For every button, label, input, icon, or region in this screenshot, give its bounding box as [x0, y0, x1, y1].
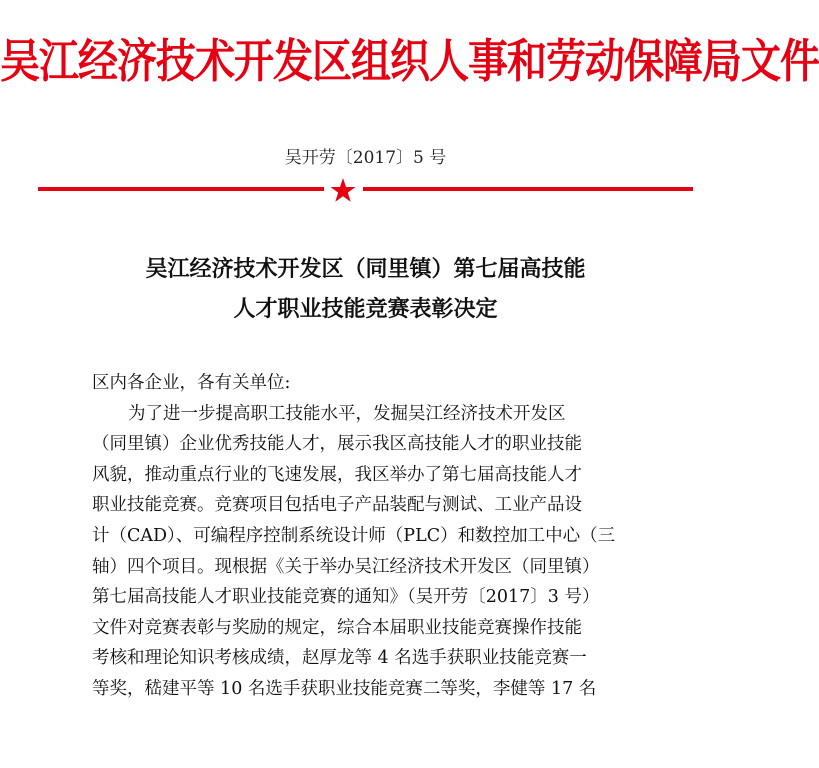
body-line: 第七届高技能人才职业技能竞赛的通知》（吴开劳〔2017〕3 号） [92, 587, 600, 608]
body-line: 等奖，嵇建平等 10 名选手获职业技能竞赛二等奖，李健等 17 名 [92, 678, 597, 699]
issuer-header-title: 吴江经济技术开发区组织人事和劳动保障局文件 [0, 34, 819, 89]
salutation: 区内各企业，各有关单位: [92, 373, 291, 393]
red-divider-left [38, 187, 324, 191]
document-title [0, 250, 731, 330]
body-line: 风貌，推动重点行业的飞速发展，我区举办了第七届高技能人才 [92, 464, 582, 485]
body-line: 职业技能竞赛。竞赛项目包括电子产品装配与测试、工业产品设 [92, 495, 582, 516]
body-line: 轴）四个项目。现根据《关于举办吴江经济技术开发区（同里镇） [92, 556, 600, 577]
body-line: 计（CAD）、可编程序控制系统设计师（PLC）和数控加工中心（三 [92, 525, 616, 546]
document-body [92, 368, 637, 705]
body-line: 为了进一步提高职工技能水平，发掘吴江经济技术开发区 [128, 403, 566, 424]
title-line: 人才职业技能竞赛表彰决定 [233, 297, 498, 322]
body-line: （同里镇）企业优秀技能人才，展示我区高技能人才的职业技能 [92, 434, 582, 455]
body-line: 考核和理论知识考核成绩，赵厚龙等 4 名选手获职业技能竞赛一 [92, 648, 587, 669]
title-line: 吴江经济技术开发区（同里镇）第七届高技能 [145, 257, 586, 282]
star-icon [330, 177, 356, 203]
red-divider-right [363, 187, 693, 191]
document-number: 吴开劳〔2017〕5 号 [284, 148, 447, 168]
body-line: 文件对竞赛表彰与奖励的规定，综合本届职业技能竞赛操作技能 [92, 617, 582, 638]
